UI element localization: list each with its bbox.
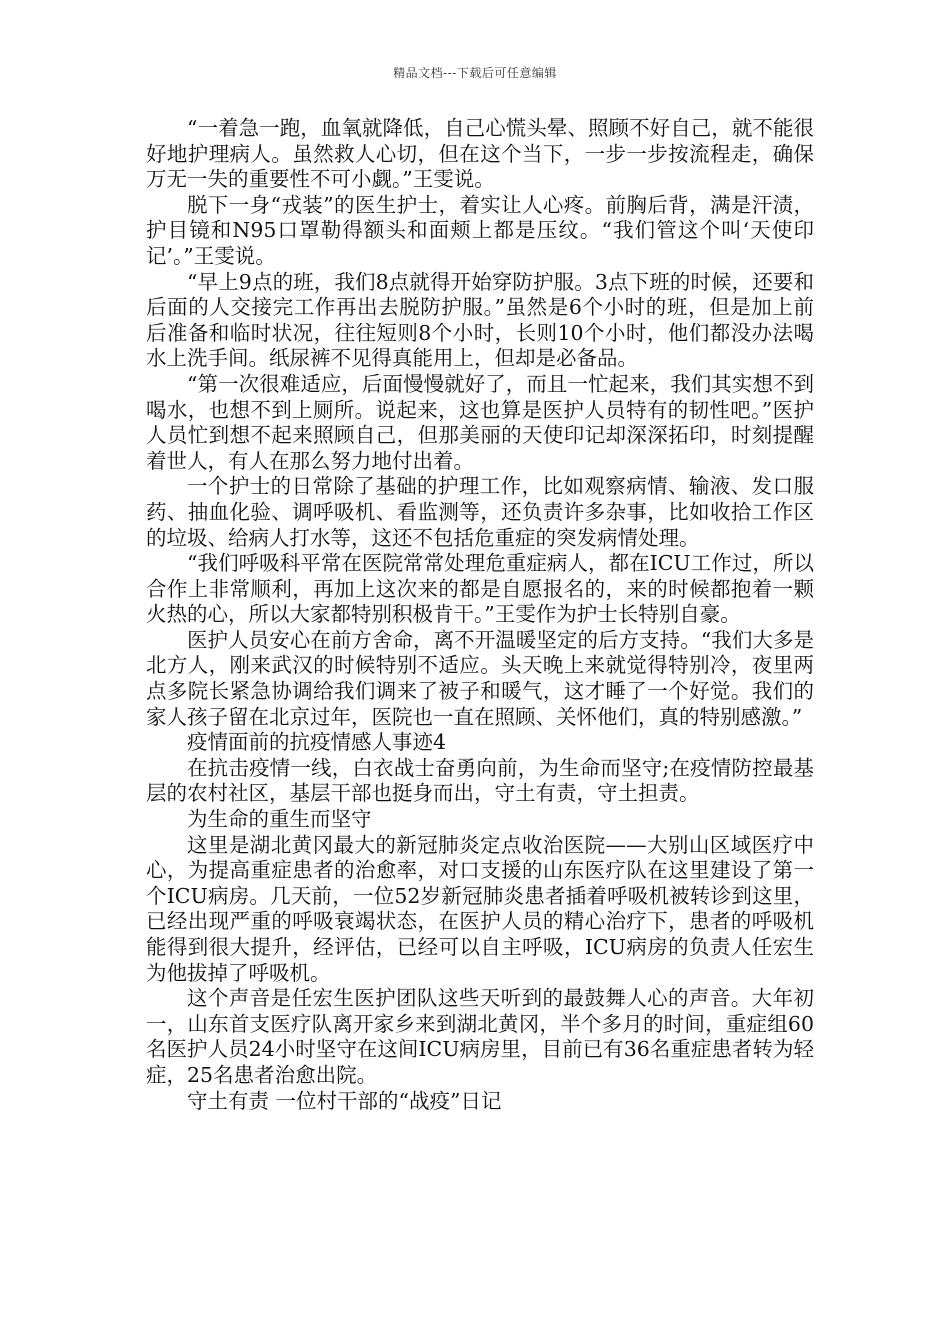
paragraph: “早上9点的班，我们8点就得开始穿防护服。3点下班的时候，还要和后面的人交接完工作再出去脱防护服。”虽然是6个小时的班，但是加上前后准备和临时状况，往往短则8个小时，长则10个小时，他们都没办法喝水上洗手间。纸尿裤不见得真能用上，但却是必备品。 — [146, 269, 814, 371]
section-heading: 为生命的重生而坚守 — [187, 807, 372, 832]
paragraph: 脱下一身“戎装”的医生护士，着实让人心疼。前胸后背，满是汗渍，护目镜和N95口罩勒得额头和面颊上都是压纹。“我们管这个叫‘天使印记’。”王雯说。 — [146, 192, 814, 268]
section-heading: 守土有责 一位村干部的“战疫”日记 — [187, 1088, 502, 1113]
paragraph: “第一次很难适应，后面慢慢就好了，而且一忙起来，我们其实想不到喝水，也想不到上厕所。说起来，这也算是医护人员特有的韧性吧。”医护人员忙到想不起来照顾自己，但那美丽的天使印记却深深拓印，时刻提醒着世人，有人在那么努力地付出着。 — [146, 371, 814, 473]
paragraph: 这里是湖北黄冈最大的新冠肺炎定点收治医院——大别山区域医疗中心，为提高重症患者的治愈率，对口支援的山东医疗队在这里建设了第一个ICU病房。几天前，一位52岁新冠肺炎患者插着呼吸机被转诊到这里，已经出现严重的呼吸衰竭状态，在医护人员的精心治疗下，患者的呼吸机能得到很大提升，经评估，已经可以自主呼吸，ICU病房的负责人任宏生为他拔掉了呼吸机。 — [146, 832, 814, 985]
page-header: 精品文档---下载后可任意编辑 — [393, 66, 557, 80]
paragraph: 一个护士的日常除了基础的护理工作，比如观察病情、输液、发口服药、抽血化验、调呼吸机、看监测等，还负责许多杂事，比如收拾工作区的垃圾、给病人打水等，这还不包括危重症的突发病情处理。 — [146, 474, 814, 550]
document-body — [146, 116, 814, 1114]
paragraph: “我们呼吸科平常在医院常常处理危重症病人，都在ICU工作过，所以合作上非常顺利，再加上这次来的都是自愿报名的，来的时候都抱着一颗火热的心，所以大家都特别积极肯干。”王雯作为护士长特别自豪。 — [146, 551, 814, 627]
paragraph: 在抗击疫情一线，白衣战士奋勇向前，为生命而坚守;在疫情防控最基层的农村社区，基层干部也挺身而出，守土有责，守土担责。 — [146, 755, 814, 806]
paragraph: 医护人员安心在前方舍命，离不开温暖坚定的后方支持。“我们大多是北方人，刚来武汉的时候特别不适应。头天晚上来就觉得特别冷，夜里两点多院长紧急协调给我们调来了被子和暖气，这才睡了一个好觉。我们的家人孩子留在北京过年，医院也一直在照顾、关怀他们，真的特别感激。” — [146, 627, 814, 729]
paragraph: 这个声音是任宏生医护团队这些天听到的最鼓舞人心的声音。大年初一，山东首支医疗队离开家乡来到湖北黄冈，半个多月的时间，重症组60名医护人员24小时坚守在这间ICU病房里，目前已有36名重症患者转为轻症，25名患者治愈出院。 — [146, 986, 814, 1087]
paragraph: “一着急一跑，血氧就降低，自己心慌头晕、照顾不好自己，就不能很好地护理病人。虽然救人心切，但在这个当下，一步一步按流程走，确保万无一失的重要性不可小觑。”王雯说。 — [146, 116, 814, 192]
section-heading: 疫情面前的抗疫情感人事迹4 — [187, 730, 447, 755]
